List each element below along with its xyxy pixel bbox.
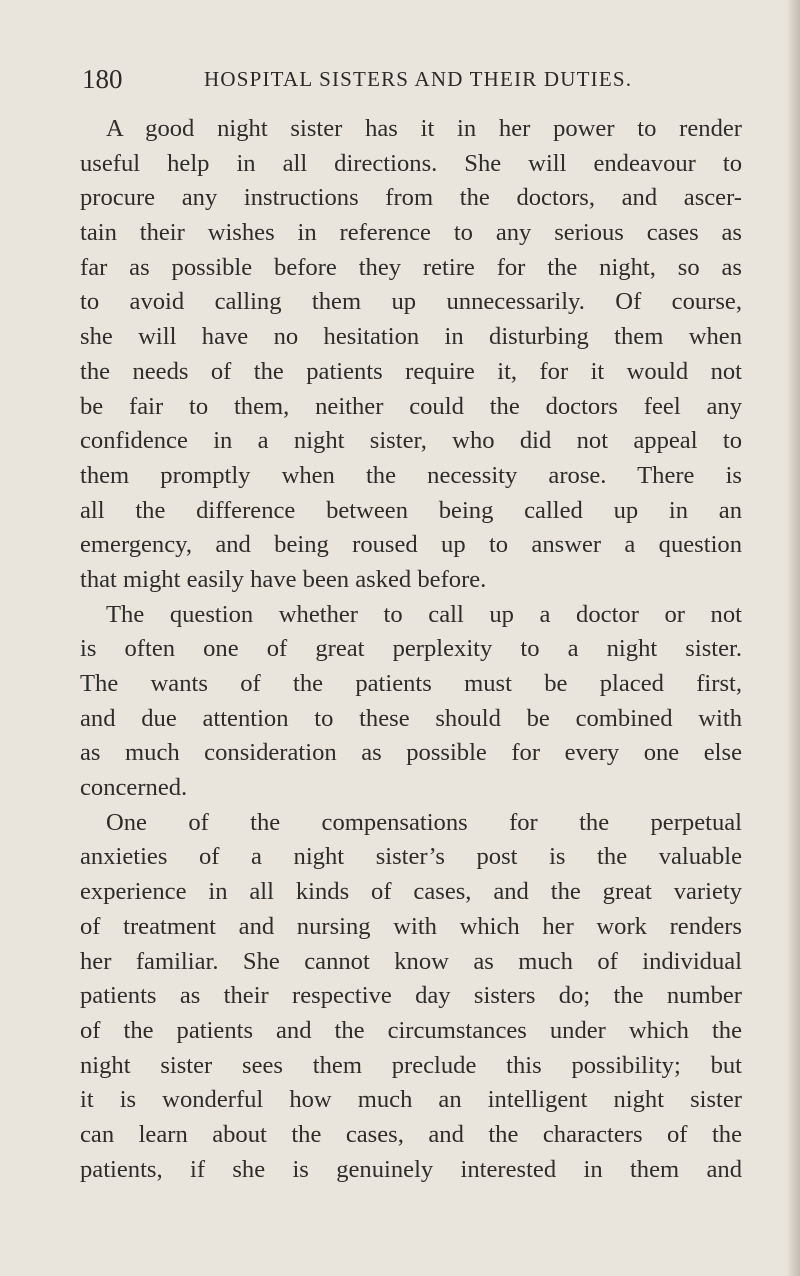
paragraph-3 bbox=[80, 806, 742, 1188]
running-head bbox=[82, 62, 722, 96]
text-line: that might easily have been asked before. bbox=[80, 565, 487, 593]
page-edge-shadow bbox=[786, 0, 800, 1276]
text-line: emergency, and being roused up to answer a question bbox=[80, 531, 742, 559]
running-title: HOSPITAL SISTERS AND THEIR DUTIES. bbox=[204, 67, 633, 91]
text-line: patients, if she is genuinely interested in them and bbox=[80, 1155, 742, 1183]
text-line: concerned. bbox=[80, 774, 188, 802]
text-body bbox=[80, 112, 742, 1187]
text-line: confidence in a night sister, who did not appeal to bbox=[80, 427, 742, 455]
text-line: procure any instructions from the doctors, and ascer- bbox=[80, 184, 742, 212]
text-line: as much consideration as possible for every one else bbox=[80, 739, 742, 767]
text-line: tain their wishes in reference to any serious cases as bbox=[80, 219, 742, 247]
text-line: experience in all kinds of cases, and the great variety bbox=[80, 878, 742, 906]
text-line: One of the compensations for the perpetual bbox=[106, 808, 742, 836]
text-line: all the difference between being called up in an bbox=[80, 496, 742, 524]
paragraph-1 bbox=[80, 112, 742, 598]
text-line: is often one of great perplexity to a night sister. bbox=[80, 635, 742, 663]
text-line: far as possible before they retire for the night, so as bbox=[80, 253, 742, 281]
text-line: her familiar. She cannot know as much of individual bbox=[80, 947, 742, 975]
text-line: A good night sister has it in her power to render bbox=[106, 115, 742, 142]
text-line: be fair to them, neither could the doctors feel any bbox=[80, 392, 742, 420]
text-line: useful help in all directions. She will endeavour to bbox=[80, 149, 742, 177]
text-line: of treatment and nursing with which her work renders bbox=[80, 912, 742, 940]
text-line: it is wonderful how much an intelligent night sister bbox=[80, 1086, 742, 1114]
text-line: The question whether to call up a doctor or not bbox=[106, 600, 742, 628]
text-line: the needs of the patients require it, for it would not bbox=[80, 357, 742, 385]
text-line: and due attention to these should be combined with bbox=[80, 704, 742, 732]
text-line: she will have no hesitation in disturbing them when bbox=[80, 323, 742, 351]
text-line: can learn about the cases, and the characters of the bbox=[80, 1120, 742, 1148]
text-line: anxieties of a night sister’s post is the valuable bbox=[80, 843, 742, 871]
text-line: night sister sees them preclude this possibility; but bbox=[80, 1051, 742, 1079]
text-line: patients as their respective day sisters do; the number bbox=[80, 982, 742, 1010]
text-line: to avoid calling them up unnecessarily. Of course, bbox=[80, 288, 742, 316]
text-line: them promptly when the necessity arose. There is bbox=[80, 461, 742, 489]
text-line: of the patients and the circumstances under which the bbox=[80, 1016, 742, 1044]
paragraph-2 bbox=[80, 598, 742, 806]
text-line: The wants of the patients must be placed first, bbox=[80, 670, 742, 697]
page-number: 180 bbox=[82, 64, 123, 94]
